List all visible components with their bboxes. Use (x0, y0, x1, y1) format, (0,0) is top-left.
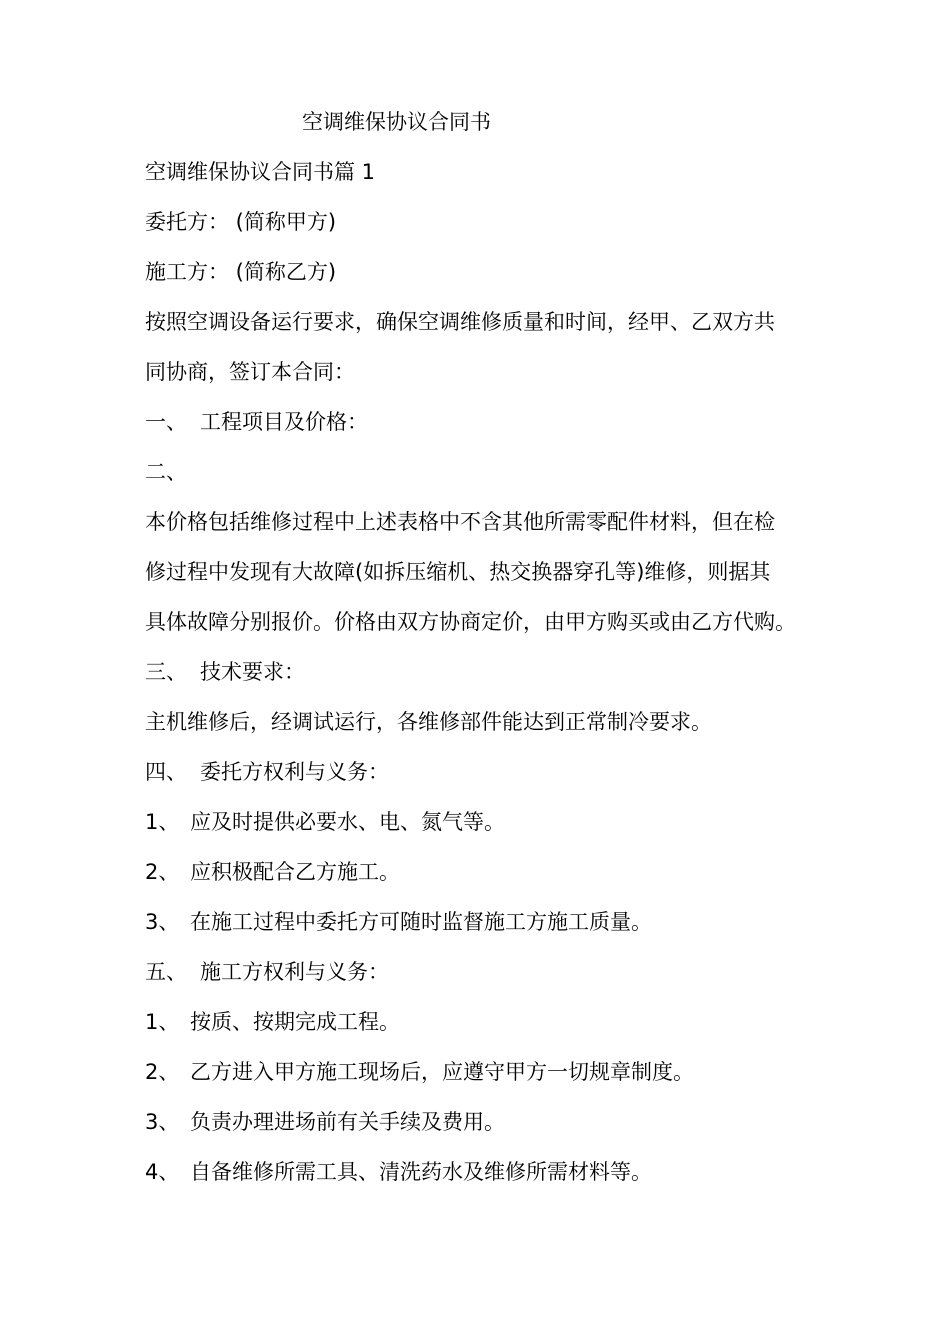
price-paragraph-line-3: 具体故障分别报价。价格由双方协商定价，由甲方购买或由乙方代购。 (145, 610, 796, 634)
section-heading-5 (145, 958, 389, 986)
price-paragraph-line-1: 本价格包括维修过程中上述表格中不含其他所需零配件材料，但在检 (145, 510, 775, 534)
section-title: 施工方权利与义务： (200, 960, 389, 984)
item-text: 在施工过程中委托方可随时监督施工方施工质量。 (190, 910, 652, 934)
section-heading-1 (145, 408, 368, 436)
client-duty-item (145, 908, 652, 936)
section-number: 二、 (145, 460, 187, 484)
price-paragraph-line-2: 修过程中发现有大故障(如拆压缩机、热交换器穿孔等)维修，则据其 (145, 560, 771, 584)
item-number: 3、 (145, 910, 180, 934)
item-number: 3、 (145, 1110, 180, 1134)
item-text: 乙方进入甲方施工现场后，应遵守甲方一切规章制度。 (190, 1060, 694, 1084)
section-number: 三、 (145, 660, 187, 684)
item-number: 4、 (145, 1160, 180, 1184)
section-heading-4 (145, 758, 389, 786)
tech-paragraph: 主机维修后，经调试运行，各维修部件能达到正常制冷要求。 (145, 710, 712, 734)
contractor-duty-item (145, 1108, 505, 1136)
section-heading-3 (145, 658, 305, 686)
intro-paragraph-line-1: 按照空调设备运行要求，确保空调维修质量和时间，经甲、乙双方共 (145, 310, 775, 334)
section-title: 工程项目及价格： (200, 410, 368, 434)
item-text: 应及时提供必要水、电、氮气等。 (190, 810, 505, 834)
client-line: 委托方： (简称甲方) (145, 210, 337, 234)
contractor-line: 施工方： (简称乙方) (145, 260, 337, 284)
item-number: 2、 (145, 860, 180, 884)
section-number: 五、 (145, 960, 187, 984)
intro-paragraph-line-2: 同协商，签订本合同： (145, 360, 355, 384)
client-duty-item (145, 858, 400, 886)
section-title: 技术要求： (200, 660, 305, 684)
item-number: 1、 (145, 1010, 180, 1034)
page-title: 空调维保协议合同书 (302, 110, 491, 134)
item-number: 1、 (145, 810, 180, 834)
section-heading-2 (145, 458, 200, 486)
subtitle: 空调维保协议合同书篇 1 (145, 160, 376, 184)
section-title: 委托方权利与义务： (200, 760, 389, 784)
item-number: 2、 (145, 1060, 180, 1084)
item-text: 按质、按期完成工程。 (190, 1010, 400, 1034)
section-number: 一、 (145, 410, 187, 434)
contractor-duty-item (145, 1058, 694, 1086)
contractor-duty-item (145, 1008, 400, 1036)
section-number: 四、 (145, 760, 187, 784)
item-text: 自备维修所需工具、清洗药水及维修所需材料等。 (190, 1160, 652, 1184)
item-text: 应积极配合乙方施工。 (190, 860, 400, 884)
contractor-duty-item (145, 1158, 652, 1186)
client-duty-item (145, 808, 505, 836)
item-text: 负责办理进场前有关手续及费用。 (190, 1110, 505, 1134)
